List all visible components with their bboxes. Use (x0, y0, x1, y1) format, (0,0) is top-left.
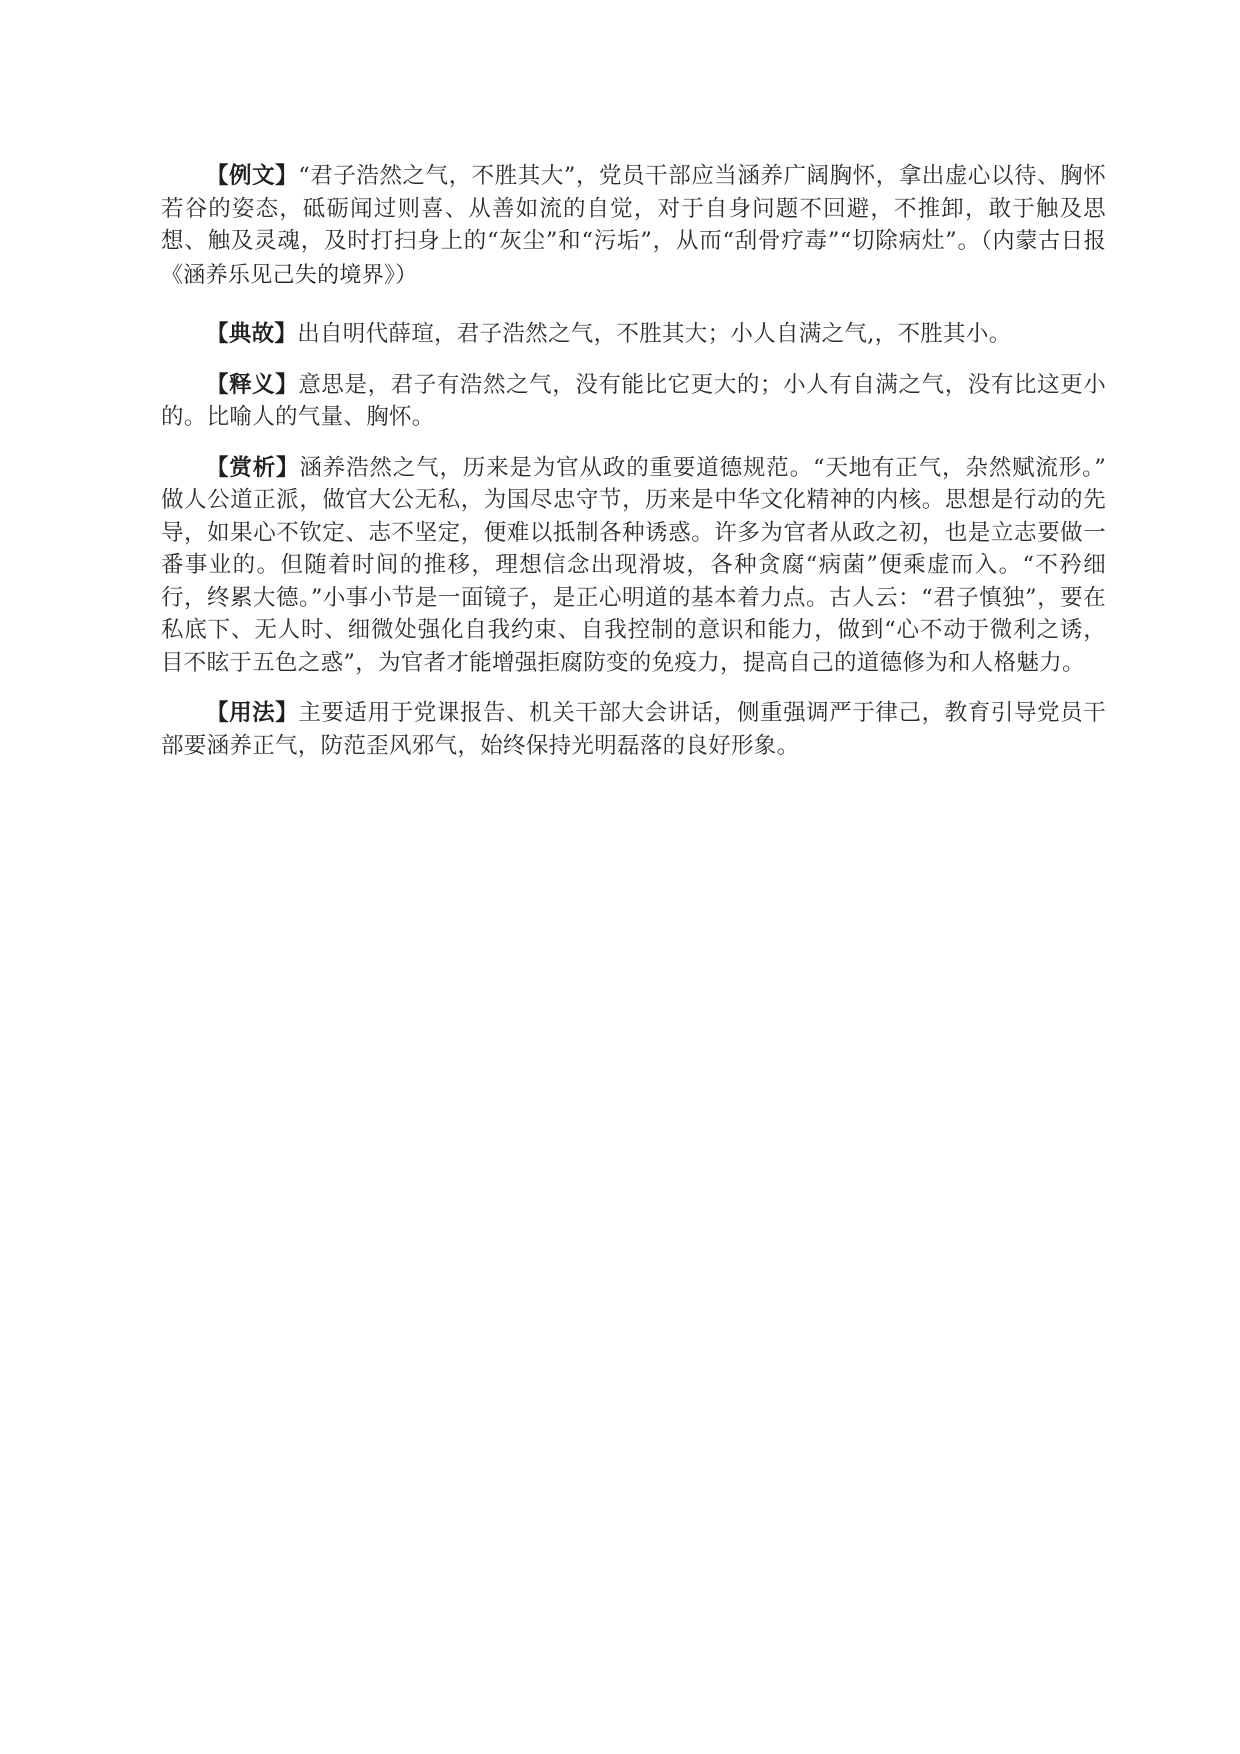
meaning-paragraph (161, 369, 1106, 434)
example-paragraph (161, 160, 1106, 292)
analysis-tag: 【赏析】 (206, 454, 300, 481)
meaning-tag: 【释义】 (206, 371, 299, 398)
analysis-paragraph (161, 452, 1106, 680)
usage-tag: 【用法】 (206, 700, 299, 726)
analysis-text: 涵养浩然之气，历来是为官从政的重要道德规范。“天地有正气，杂然赋流形。” 做人公道正派，做官大公无私，为国尽忠守节，历来是中华文化精神的内核。思想是行动的先导，如果心不钦定、志不坚定，便难以抵制各种诱惑。许多为官者从政之初，也是立志要做一番事业的。但随着时间的推移，理想信念出现滑坡，各种贪腐“病菌”便乘虚而入。“不矜细行，终累大德。”小事小节是一面镜子，是正心明道的基本着力点。古人云：“君子慎独”，要在私底下、无人时、细微处强化自我约束、自我控制的意识和能力，做到“心不动于微利之诱，目不眩于五色之惑”，为官者才能增强拒腐防变的免疫力，提高自己的道德修为和人格魅力。 (161, 454, 1107, 676)
meaning-text: 意思是，君子有浩然之气，没有能比它更大的；小人有自满之气，没有比这更小的。比喻人的气量、胸怀。 (161, 371, 1106, 430)
usage-paragraph (161, 697, 1106, 762)
example-source: （内蒙古日报《涵养乐见己失的境界》） (161, 229, 1106, 288)
usage-text: 主要适用于党课报告、机关干部大会讲话，侧重强调严于律己，教育引导党员干部要涵养正气，防范歪风邪气，始终保持光明磊落的良好形象。 (161, 700, 1106, 759)
example-text: “君子浩然之气，不胜其大”，党员干部应当涵养广阔胸怀，拿出虚心以待、胸怀若谷的姿态，砥砺闻过则喜、从善如流的自觉，对于自身问题不回避，不推卸，敢于触及思想、触及灵魂，及时打扫身上的“灰尘”和“污垢”，从而“刮骨疗毒”“切除病灶”。 (161, 163, 1107, 254)
example-tag: 【例文】 (206, 163, 299, 189)
allusion-paragraph (161, 318, 1106, 351)
allusion-text: 出自明代薛瑄，君子浩然之气，不胜其大；小人自满之气,，不胜其小。 (297, 321, 1012, 347)
allusion-tag: 【典故】 (206, 321, 298, 347)
document-page (161, 160, 1106, 780)
